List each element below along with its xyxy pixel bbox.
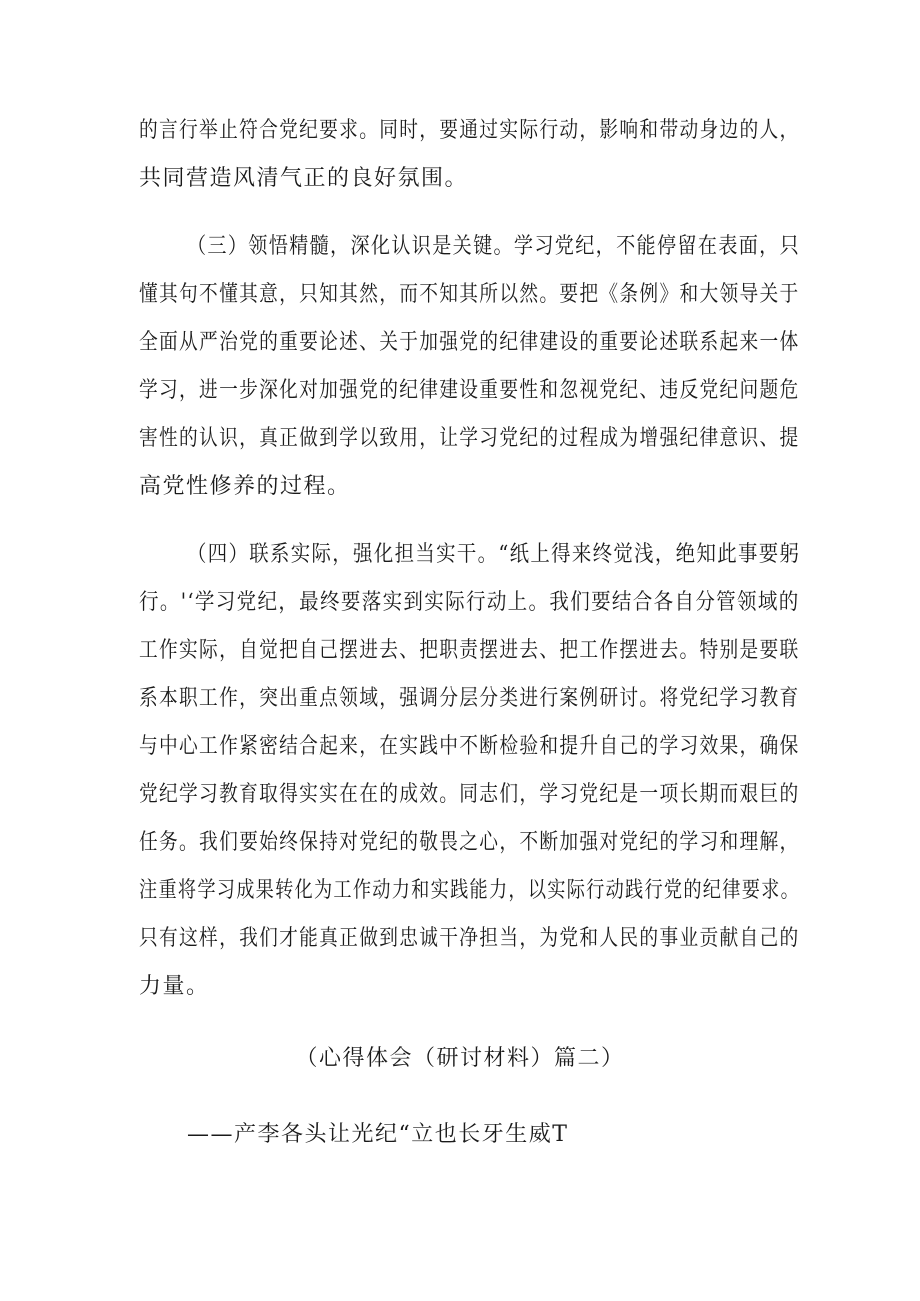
subtitle: ——产李各头让光纪“立也长牙生威T [187, 1122, 569, 1147]
text-line: 的言行举止符合党纪要求。同时，要通过实际行动，影响和带动身边的人， [139, 118, 800, 143]
text-line: 党纪学习教育取得实实在在的成效。同志们，学习党纪是一项长期而艰巨的 [139, 782, 800, 807]
section-title: （心得体会（研讨材料）篇二） [295, 1046, 625, 1071]
text-line: 任务。我们要始终保持对党纪的敬畏之心，不断加强对党纪的学习和理解， [139, 830, 800, 855]
text-line: 只有这样，我们才能真正做到忠诚干净担当，为党和人民的事业贡献自己的 [139, 926, 800, 951]
text-line: 懂其句不懂其意，只知其然，而不知其所以然。要把《条例》和大领导关于 [139, 282, 800, 307]
text-line: 害性的认识，真正做到学以致用，让学习党纪的过程成为增强纪律意识、提 [139, 426, 800, 451]
text-line: （三）领悟精髓，深化认识是关键。学习党纪，不能停留在表面，只 [187, 234, 801, 259]
text-line: 行。'‘学习党纪，最终要落实到实际行动上。我们要结合各自分管领域的 [139, 590, 800, 615]
text-line: 全面从严治党的重要论述、关于加强党的纪律建设的重要论述联系起来一体 [139, 330, 800, 355]
text-line: 工作实际，自觉把自己摆进去、把职责摆进去、把工作摆进去。特别是要联 [139, 638, 800, 663]
text-line: 力量。 [139, 974, 210, 999]
text-line: （四）联系实际，强化担当实干。“纸上得来终觉浅，绝知此事要躬 [187, 542, 801, 567]
text-line: 与中心工作紧密结合起来，在实践中不断检验和提升自己的学习效果，确保 [139, 734, 800, 759]
text-line: 学习，进一步深化对加强党的纪律建设重要性和忽视党纪、违反党纪问题危 [139, 378, 800, 403]
text-line: 注重将学习成果转化为工作动力和实践能力，以实际行动践行党的纪律要求。 [139, 878, 801, 903]
text-line: 高党性修养的过程。 [139, 474, 351, 499]
text-line: 系本职工作，突出重点领域，强调分层分类进行案例研讨。将党纪学习教育 [139, 686, 800, 711]
text-line: 共同营造风清气正的良好氛围。 [139, 166, 469, 191]
